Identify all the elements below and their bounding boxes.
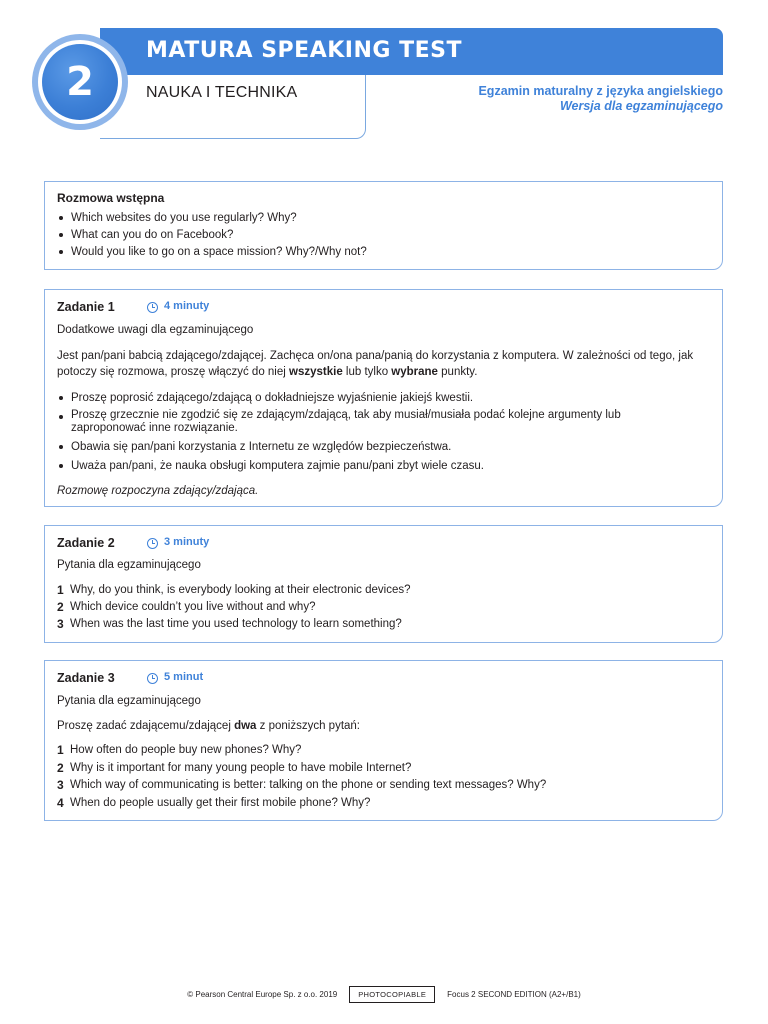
task3-time: 5 minut	[164, 671, 204, 684]
list-item	[57, 760, 710, 777]
task1-closing: Rozmowę rozpoczyna zdający/zdająca.	[57, 484, 259, 497]
task1-title: Zadanie 1	[57, 299, 115, 314]
task2-box	[44, 525, 723, 643]
list-item: What can you do on Facebook?	[57, 227, 710, 244]
task1-paragraph-bold: wybrane	[391, 366, 438, 379]
unit-badge	[32, 34, 132, 134]
task1-paragraph-bold: wszystkie	[289, 366, 343, 379]
photocopiable-badge: PHOTOCOPIABLE	[349, 986, 435, 1003]
task1-paragraph-part: punkty.	[437, 366, 478, 379]
task3-instruction-bold: dwa	[234, 719, 257, 732]
list-item: Would you like to go on a space mission? Why?/Why not?	[57, 244, 710, 261]
task3-subheading: Pytania dla egzaminującego	[57, 695, 201, 707]
question-text: When do people usually get their first mobile phone? Why?	[70, 796, 371, 809]
question-text: Why is it important for many young people to have mobile Internet?	[70, 761, 412, 774]
task3-instruction	[57, 718, 710, 735]
task2-title: Zadanie 2	[57, 535, 115, 550]
question-number: 3	[57, 617, 64, 632]
task1-time: 4 minuty	[164, 300, 210, 313]
intro-question-list	[57, 210, 710, 260]
clock-icon	[147, 673, 158, 684]
question-text: Which device couldn’t you live without and why?	[70, 601, 316, 614]
intro-box	[44, 181, 723, 270]
unit-number: 2	[42, 44, 118, 120]
task1-paragraph	[57, 348, 710, 381]
task1-subheading: Dodatkowe uwagi dla egzaminującego	[57, 324, 254, 336]
exam-version: Wersja dla egzaminującego	[559, 99, 723, 113]
task1-header	[57, 298, 710, 316]
question-text: How often do people buy new phones? Why?	[70, 744, 302, 757]
intro-title: Rozmowa wstępna	[57, 191, 165, 205]
task3-question-list	[57, 742, 710, 812]
clock-icon	[147, 302, 158, 313]
task2-question-list	[57, 582, 710, 634]
question-text: Which way of communicating is better: talking on the phone or sending text messages? Why?	[70, 779, 547, 792]
task1-paragraph-part: Jest pan/pani babcią zdającego/zdającej. Zachęca on/ona pana/panią do korzystania z komputera. W zależności od tego, jak potoczy się rozmowa, proszę włączyć do niej	[57, 349, 694, 379]
question-text: Why, do you think, is everybody looking at their electronic devices?	[70, 583, 411, 596]
list-item	[57, 742, 710, 759]
task2-subheading: Pytania dla egzaminującego	[57, 559, 201, 571]
list-item: Obawia się pan/pani korzystania z Internetu ze względów bezpieczeństwa.	[57, 439, 710, 456]
question-number: 2	[57, 600, 64, 615]
list-item: Proszę grzecznie nie zgodzić się ze zdającym/zdającą, tak aby musiał/musiała podać kolejne argumenty lub zaproponować inne rozwiązanie.	[57, 409, 710, 437]
task1-timer	[147, 299, 209, 315]
task2-time: 3 minuty	[164, 536, 210, 549]
clock-icon	[147, 538, 158, 549]
list-item	[57, 777, 710, 794]
page-subtitle: NAUKA I TECHNIKA	[146, 84, 298, 101]
task1-paragraph-part: lub tylko	[342, 366, 392, 379]
task2-timer	[147, 535, 209, 551]
question-number: 3	[57, 778, 64, 793]
page-title: MATURA SPEAKING TEST	[146, 38, 462, 63]
task3-header	[57, 669, 710, 687]
task3-timer	[147, 670, 203, 686]
task3-box	[44, 660, 723, 821]
exam-name: Egzamin maturalny z języka angielskiego	[478, 84, 723, 98]
question-number: 1	[57, 743, 64, 758]
question-number: 2	[57, 760, 64, 775]
list-item: Which websites do you use regularly? Why?	[57, 210, 710, 227]
task3-title: Zadanie 3	[57, 670, 115, 685]
task3-instruction-part: Proszę zadać zdającemu/zdającej	[57, 719, 235, 732]
list-item	[57, 795, 710, 812]
question-text: When was the last time you used technology to learn something?	[70, 618, 402, 631]
task3-instruction-part: z poniższych pytań:	[256, 719, 361, 732]
question-number: 4	[57, 795, 64, 810]
list-item	[57, 599, 710, 616]
question-number: 1	[57, 582, 64, 597]
list-item: Uważa pan/pani, że nauka obsługi komputera zajmie panu/pani zbyt wiele czasu.	[57, 458, 710, 475]
edition: Focus 2 SECOND EDITION (A2+/B1)	[447, 990, 581, 999]
list-item: Proszę poprosić zdającego/zdającą o dokładniejsze wyjaśnienie jakiejś kwestii.	[57, 390, 710, 407]
task2-header	[57, 534, 710, 552]
list-item	[57, 582, 710, 599]
page-footer	[0, 986, 768, 1003]
task1-bullet-list	[57, 390, 710, 475]
task1-box	[44, 289, 723, 507]
list-item	[57, 616, 710, 633]
copyright: © Pearson Central Europe Sp. z o.o. 2019	[187, 990, 338, 999]
